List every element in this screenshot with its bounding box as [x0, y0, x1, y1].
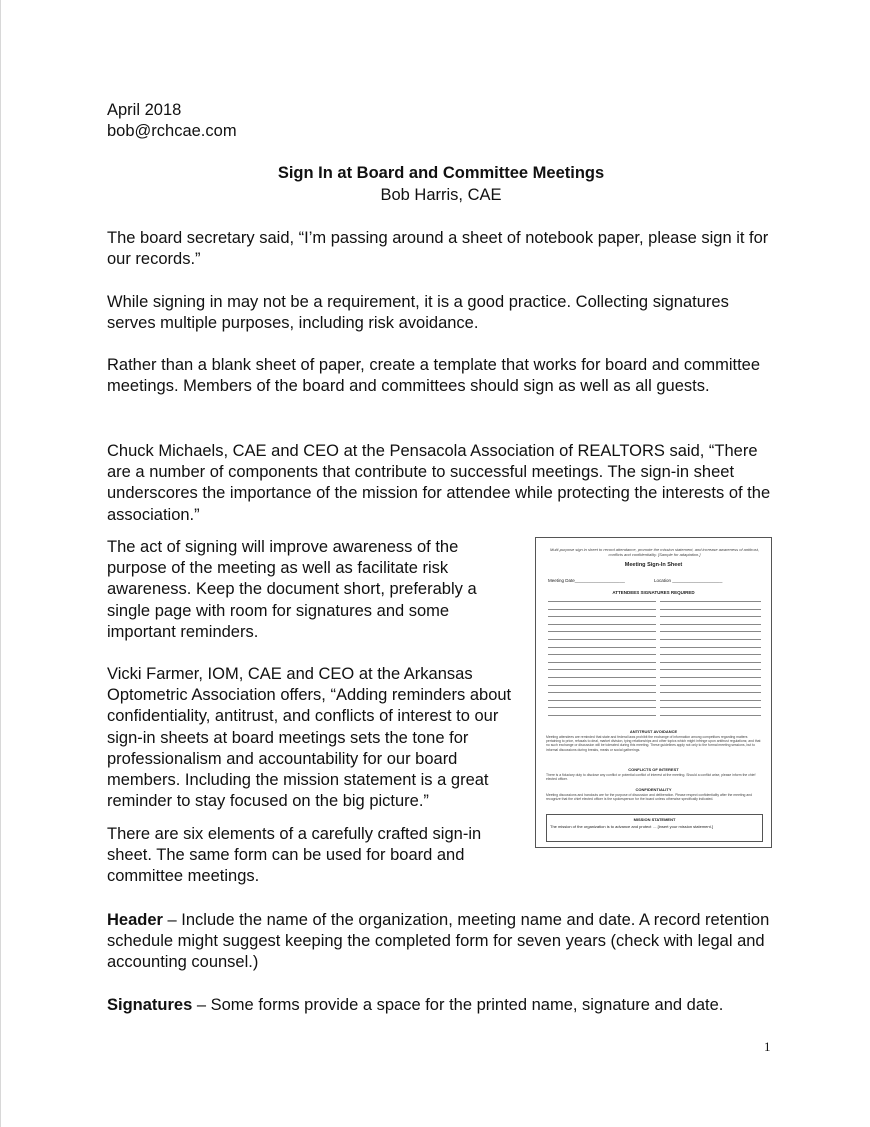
signature-line [548, 700, 656, 701]
thumbnail-mission-text: The mission of the organization is to advance and protect ….[insert your mission statement.] [550, 824, 713, 829]
signature-line [660, 715, 761, 716]
signature-line [660, 601, 761, 602]
signature-line [548, 654, 656, 655]
signature-line [548, 601, 656, 602]
document-title: Sign In at Board and Committee Meetings [277, 164, 605, 182]
signature-line [548, 662, 656, 663]
signature-line [548, 677, 656, 678]
signature-line [660, 700, 761, 701]
signature-line [660, 662, 761, 663]
thumbnail-attendees-heading: ATTENDEES SIGNATURES REQUIRED [612, 590, 695, 595]
header-date: April 2018 [107, 101, 182, 119]
paragraph-5: The act of signing will improve awareness of the purpose of the meeting as well as facilitate risk awareness. Keep the document short, preferably a single page with room for signatures and some important reminders. [107, 538, 477, 641]
signature-line [660, 609, 761, 610]
paragraph-1: The board secretary said, “I’m passing around a sheet of notebook paper, please sign it for our records.” [107, 229, 769, 269]
signature-line [548, 631, 656, 632]
paragraph-2: While signing in may not be a requirement, it is a good practice. Collecting signatures serves multiple purposes, including risk avoidance. [107, 293, 729, 333]
thumbnail-confidentiality-heading: CONFIDENTIALITY [635, 787, 672, 792]
signature-line [548, 647, 656, 648]
paragraph-4: Chuck Michaels, CAE and CEO at the Pensacola Association of REALTORS said, “There are a number of components that contribute to successful meetings. The sign-in sheet underscores the importance of the mission for attendee while protecting the interests of the association.” [107, 442, 771, 524]
thumbnail-title: Meeting Sign-In Sheet [624, 562, 683, 568]
signature-line [660, 692, 761, 693]
signature-line [548, 609, 656, 610]
signature-line [548, 624, 656, 625]
thumbnail-conflicts-heading: CONFLICTS OF INTEREST [628, 767, 679, 772]
signature-line [660, 685, 761, 686]
signature-line [660, 707, 761, 708]
document-author: Bob Harris, CAE [380, 186, 502, 204]
paragraph-signatures-element [107, 995, 777, 1016]
paragraph-3: Rather than a blank sheet of paper, create a template that works for board and committee meetings. Members of the board and committees should sign as well as all guests. [107, 356, 761, 396]
signature-line [660, 624, 761, 625]
signature-line [548, 692, 656, 693]
term-header: Header [107, 911, 163, 929]
header-email: bob@rchcae.com [107, 122, 237, 140]
signature-line [548, 669, 656, 670]
thumbnail-location: Location ____________________ [654, 578, 723, 583]
signature-line [660, 639, 761, 640]
signature-line [660, 631, 761, 632]
thumbnail-meeting-date: Meeting Date____________________ [548, 578, 625, 583]
paragraph-6: Vicki Farmer, IOM, CAE and CEO at the Arkansas Optometric Association offers, “Adding reminders about confidentiality, antitrust, and conflicts of interest to our sign-in sheets at board meetings sets the tone for professionalism and accountability for our board members. Including the mission statement is a great reminder to stay focused on the big picture.” [107, 665, 512, 811]
signature-line [548, 685, 656, 686]
signature-line [548, 707, 656, 708]
signature-line [660, 654, 761, 655]
signature-line [548, 715, 656, 716]
term-header-description: – Include the name of the organization, meeting name and date. A record retention schedule might suggest keeping the completed form for seven years (check with legal and accounting counsel.) [107, 911, 770, 972]
thumbnail-mission-box [546, 814, 763, 842]
thumbnail-conflicts-text: There is a fiduciary duty to disclose any conflict or potential conflict of interest at the meeting. Should a conflict arise, please inform the chief elected officer. [546, 773, 756, 782]
signature-line [660, 647, 761, 648]
signature-line [660, 677, 761, 678]
thumbnail-confidentiality-text: Meeting discussions and handouts are for the purpose of discussion and deliberation. Please respect confidentiality after the meeting and recognize that the chief elected officer is the spokesperson for the board unless otherwise specifically indicated. [546, 793, 753, 802]
sign-in-sheet-thumbnail [535, 537, 772, 848]
thumbnail-signature-lines [548, 601, 761, 721]
term-signatures: Signatures [107, 996, 193, 1014]
signature-line [660, 616, 761, 617]
page-number: 1 [764, 1039, 771, 1054]
signature-line [548, 616, 656, 617]
signature-line [660, 669, 761, 670]
term-signatures-description: – Some forms provide a space for the printed name, signature and date. [192, 996, 724, 1014]
signature-line [548, 639, 656, 640]
thumbnail-note: Multi-purpose sign in sheet to record attendance, promote the mission statement, and increase awareness of antitrust, conflicts and confidentiality. [Sample for adaptation.] [550, 547, 759, 557]
thumbnail-mission-heading: MISSION STATEMENT [633, 817, 676, 822]
paragraph-header-element [107, 910, 777, 974]
thumbnail-antitrust-text: Meeting attendees are reminded that state and federal laws prohibit the exchange of information among competitors regarding matters pertaining to price, refusals to deal, market division, tying relationships and other topics which might infringe upon antitrust regulations; and that no such exchange or discussion will be tolerated during this meeting. These guidelines apply not only to the formal meeting sessions, but to informal discussions during breaks, meals or social gatherings. [546, 735, 761, 752]
paragraph-7: There are six elements of a carefully crafted sign-in sheet. The same form can be used for board and committee meetings. [107, 825, 482, 886]
thumbnail-antitrust-heading: ANTITRUST AVOIDANCE [629, 729, 678, 734]
